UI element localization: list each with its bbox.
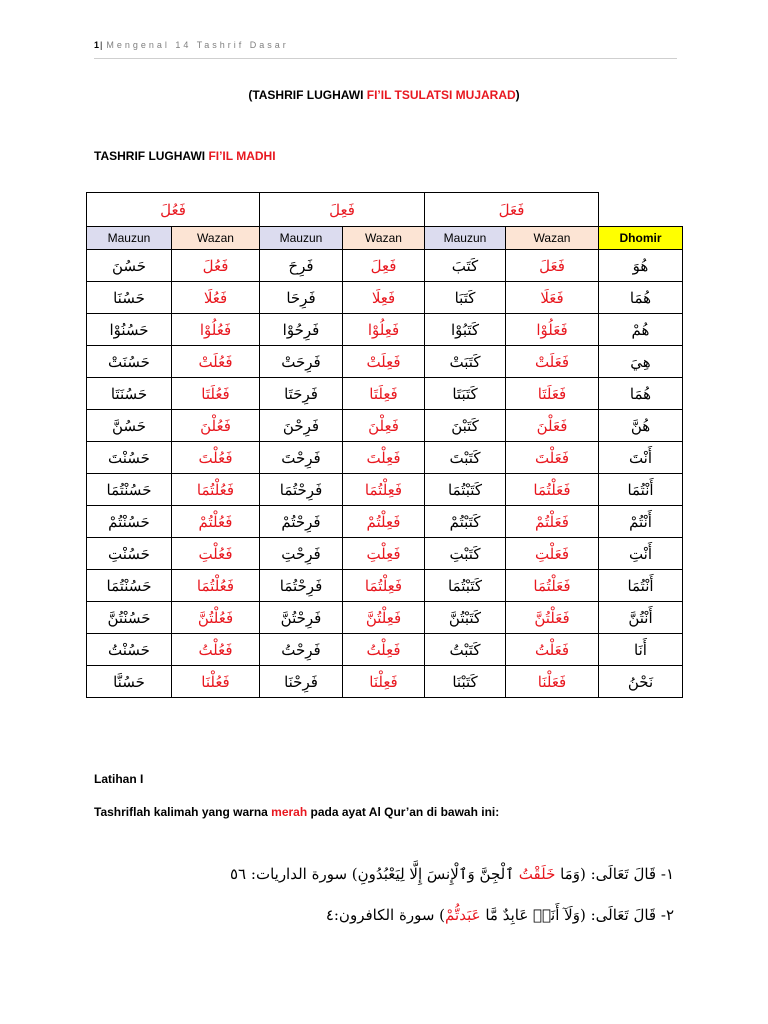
table-row <box>87 378 683 410</box>
tashrif-table <box>86 192 683 698</box>
table-row <box>87 602 683 634</box>
section-title-highlight: FI’IL MADHI <box>208 149 276 163</box>
wazan-cell: فَعَلْتُنَّ <box>506 602 599 634</box>
wazan-cell: فَعُلْنَا <box>172 666 260 698</box>
mauzun-cell: كَتَبَ <box>425 250 506 282</box>
exercise-title: Latihan I <box>94 772 144 786</box>
column-header-row <box>87 227 683 250</box>
instruction-highlight: merah <box>271 805 308 819</box>
mauzun-cell: كَتَبْتُنَّ <box>425 602 506 634</box>
dhomir-cell: هُوَ <box>599 250 683 282</box>
dhomir-cell: هُنَّ <box>599 410 683 442</box>
wazan-cell: فَعِلَا <box>343 282 425 314</box>
mauzun-cell: فَرِحْتَ <box>260 442 343 474</box>
dhomir-cell: هِيَ <box>599 346 683 378</box>
table-row <box>87 474 683 506</box>
mauzun-cell: فَرِحْتِ <box>260 538 343 570</box>
mauzun-cell: حَسُنْتُنَّ <box>87 602 172 634</box>
wazan-cell: فَعِلْتِ <box>343 538 425 570</box>
page-number: 1 <box>94 40 100 50</box>
column-header-wazan: Wazan <box>172 227 260 250</box>
table-row <box>87 570 683 602</box>
wazan-cell: فَعَلَتَا <box>506 378 599 410</box>
verse-text-before: ١- قَالَ تَعَالَى: (وَمَا <box>555 865 674 883</box>
mauzun-cell: فَرِحَتْ <box>260 346 343 378</box>
instruction-text-before: Tashriflah kalimah yang warna <box>94 805 272 819</box>
mauzun-cell: كَتَبْنَا <box>425 666 506 698</box>
wazan-cell: فَعِلَ <box>343 250 425 282</box>
dhomir-cell: أَنْتَ <box>599 442 683 474</box>
verb-pattern-row <box>87 193 683 227</box>
page-title <box>0 88 768 102</box>
verse-text-after: ٱلْجِنَّ وَٱلْإِنسَ إِلَّا لِيَعْبُدُونِ) سورة الداريات: ٥٦ <box>230 865 519 883</box>
dhomir-cell: أَنْتُمْ <box>599 506 683 538</box>
column-header-mauzun: Mauzun <box>87 227 172 250</box>
mauzun-cell: كَتَبْتُمَا <box>425 474 506 506</box>
mauzun-cell: حَسُنَّ <box>87 410 172 442</box>
dhomir-cell: أَنْتُمَا <box>599 474 683 506</box>
mauzun-cell: حَسُنَّا <box>87 666 172 698</box>
mauzun-cell: فَرِحْنَا <box>260 666 343 698</box>
verse-highlight-word: عَبَدتُّمْ <box>445 906 481 924</box>
dhomir-cell: هُمَا <box>599 378 683 410</box>
table-row <box>87 250 683 282</box>
exercise-instruction <box>94 805 499 819</box>
table-row <box>87 538 683 570</box>
wazan-cell: فَعِلْتَ <box>343 442 425 474</box>
mauzun-cell: كَتَبْتُمْ <box>425 506 506 538</box>
mauzun-cell: كَتَبْتُمَا <box>425 570 506 602</box>
mauzun-cell: فَرِحَ <box>260 250 343 282</box>
mauzun-cell: حَسُنْتُمْ <box>87 506 172 538</box>
wazan-cell: فَعَلْتُ <box>506 634 599 666</box>
running-title: Mengenal 14 Tashrif Dasar <box>106 40 289 50</box>
wazan-cell: فَعَلَا <box>506 282 599 314</box>
verse-text-before: ٢- قَالَ تَعَالَى: (وَلَآ أَنَا۠ عَابِدٌ مَّا <box>480 906 674 924</box>
mauzun-cell: فَرِحْتُمَا <box>260 570 343 602</box>
tashrif-table-body <box>87 250 683 698</box>
wazan-cell: فَعَلْتُمَا <box>506 570 599 602</box>
dhomir-cell: هُمَا <box>599 282 683 314</box>
mauzun-cell: فَرِحْتُنَّ <box>260 602 343 634</box>
title-highlight: FI’IL TSULATSI MUJARAD <box>366 88 516 102</box>
wazan-cell: فَعُلْنَ <box>172 410 260 442</box>
mauzun-cell: كَتَبَتَا <box>425 378 506 410</box>
wazan-cell: فَعُلْتُمَا <box>172 474 260 506</box>
wazan-cell: فَعَلْنَ <box>506 410 599 442</box>
wazan-cell: فَعِلْنَا <box>343 666 425 698</box>
instruction-text-after: pada ayat Al Qur’an di bawah ini: <box>307 805 500 819</box>
wazan-cell: فَعِلْتُمَا <box>343 570 425 602</box>
mauzun-cell: كَتَبْتِ <box>425 538 506 570</box>
mauzun-cell: حَسُنَتْ <box>87 346 172 378</box>
mauzun-cell: فَرِحْتُمْ <box>260 506 343 538</box>
title-open: (TASHRIF LUGHAWI <box>248 88 367 102</box>
wazan-cell: فَعَلْتَ <box>506 442 599 474</box>
wazan-cell: فَعَلْتُمَا <box>506 474 599 506</box>
wazan-cell: فَعِلْتُنَّ <box>343 602 425 634</box>
mauzun-cell: كَتَبْتَ <box>425 442 506 474</box>
column-header-wazan: Wazan <box>506 227 599 250</box>
wazan-cell: فَعِلْتُمَا <box>343 474 425 506</box>
dhomir-cell: هُمْ <box>599 314 683 346</box>
pattern-fa-ala: فَعَلَ <box>425 193 599 227</box>
dhomir-cell: أَنْتُمَا <box>599 570 683 602</box>
mauzun-cell: فَرِحْتُ <box>260 634 343 666</box>
table-row <box>87 410 683 442</box>
wazan-cell: فَعِلَتْ <box>343 346 425 378</box>
wazan-cell: فَعَلْتِ <box>506 538 599 570</box>
wazan-cell: فَعُلُوْا <box>172 314 260 346</box>
wazan-cell: فَعِلُوْا <box>343 314 425 346</box>
wazan-cell: فَعُلْتُمْ <box>172 506 260 538</box>
header-separator: | <box>100 40 103 50</box>
mauzun-cell: حَسُنْتُ <box>87 634 172 666</box>
section-title <box>94 149 276 163</box>
mauzun-cell: فَرِحُوْا <box>260 314 343 346</box>
table-row <box>87 314 683 346</box>
dhomir-cell: أَنْتِ <box>599 538 683 570</box>
pattern-fa-ula: فَعُلَ <box>87 193 260 227</box>
wazan-cell: فَعَلَ <box>506 250 599 282</box>
wazan-cell: فَعُلْتَ <box>172 442 260 474</box>
table-row <box>87 506 683 538</box>
pattern-empty-cell <box>599 193 683 227</box>
wazan-cell: فَعِلَتَا <box>343 378 425 410</box>
mauzun-cell: حَسُنَا <box>87 282 172 314</box>
section-title-prefix: TASHRIF LUGHAWI <box>94 149 209 163</box>
wazan-cell: فَعُلْتُنَّ <box>172 602 260 634</box>
wazan-cell: فَعَلَتْ <box>506 346 599 378</box>
verse-text-after: ) سورة الكافرون:٤ <box>325 906 446 924</box>
wazan-cell: فَعَلْنَا <box>506 666 599 698</box>
pattern-fa-ila: فَعِلَ <box>260 193 425 227</box>
wazan-cell: فَعُلَتَا <box>172 378 260 410</box>
mauzun-cell: حَسُنْتُمَا <box>87 570 172 602</box>
mauzun-cell: فَرِحَا <box>260 282 343 314</box>
wazan-cell: فَعُلْتُمَا <box>172 570 260 602</box>
column-header-mauzun: Mauzun <box>425 227 506 250</box>
mauzun-cell: فَرِحْنَ <box>260 410 343 442</box>
wazan-cell: فَعِلْتُمْ <box>343 506 425 538</box>
wazan-cell: فَعَلْتُمْ <box>506 506 599 538</box>
title-close: ) <box>515 88 520 102</box>
quran-verse-2 <box>326 906 674 924</box>
column-header-dhomir: Dhomir <box>599 227 683 250</box>
wazan-cell: فَعِلْتُ <box>343 634 425 666</box>
wazan-cell: فَعَلُوْا <box>506 314 599 346</box>
dhomir-cell: أَنَا <box>599 634 683 666</box>
table-row <box>87 346 683 378</box>
table-row <box>87 442 683 474</box>
table-row <box>87 634 683 666</box>
page-header <box>94 40 677 59</box>
wazan-cell: فَعِلْنَ <box>343 410 425 442</box>
quran-verse-1 <box>230 865 674 883</box>
wazan-cell: فَعُلْتِ <box>172 538 260 570</box>
dhomir-cell: أَنْتُنَّ <box>599 602 683 634</box>
wazan-cell: فَعُلَا <box>172 282 260 314</box>
wazan-cell: فَعُلَ <box>172 250 260 282</box>
table-row <box>87 666 683 698</box>
mauzun-cell: كَتَبَا <box>425 282 506 314</box>
mauzun-cell: حَسُنْتُمَا <box>87 474 172 506</box>
table-row <box>87 282 683 314</box>
dhomir-cell: نَحْنُ <box>599 666 683 698</box>
mauzun-cell: حَسُنَ <box>87 250 172 282</box>
mauzun-cell: حَسُنُوْا <box>87 314 172 346</box>
column-header-mauzun: Mauzun <box>260 227 343 250</box>
mauzun-cell: فَرِحْتُمَا <box>260 474 343 506</box>
wazan-cell: فَعُلْتُ <box>172 634 260 666</box>
mauzun-cell: كَتَبَتْ <box>425 346 506 378</box>
mauzun-cell: حَسُنَتَا <box>87 378 172 410</box>
mauzun-cell: كَتَبْتُ <box>425 634 506 666</box>
mauzun-cell: كَتَبُوْا <box>425 314 506 346</box>
column-header-wazan: Wazan <box>343 227 425 250</box>
mauzun-cell: فَرِحَتَا <box>260 378 343 410</box>
verse-highlight-word: خَلَقْتُ <box>518 865 556 883</box>
mauzun-cell: حَسُنْتَ <box>87 442 172 474</box>
mauzun-cell: كَتَبْنَ <box>425 410 506 442</box>
wazan-cell: فَعُلَتْ <box>172 346 260 378</box>
mauzun-cell: حَسُنْتِ <box>87 538 172 570</box>
